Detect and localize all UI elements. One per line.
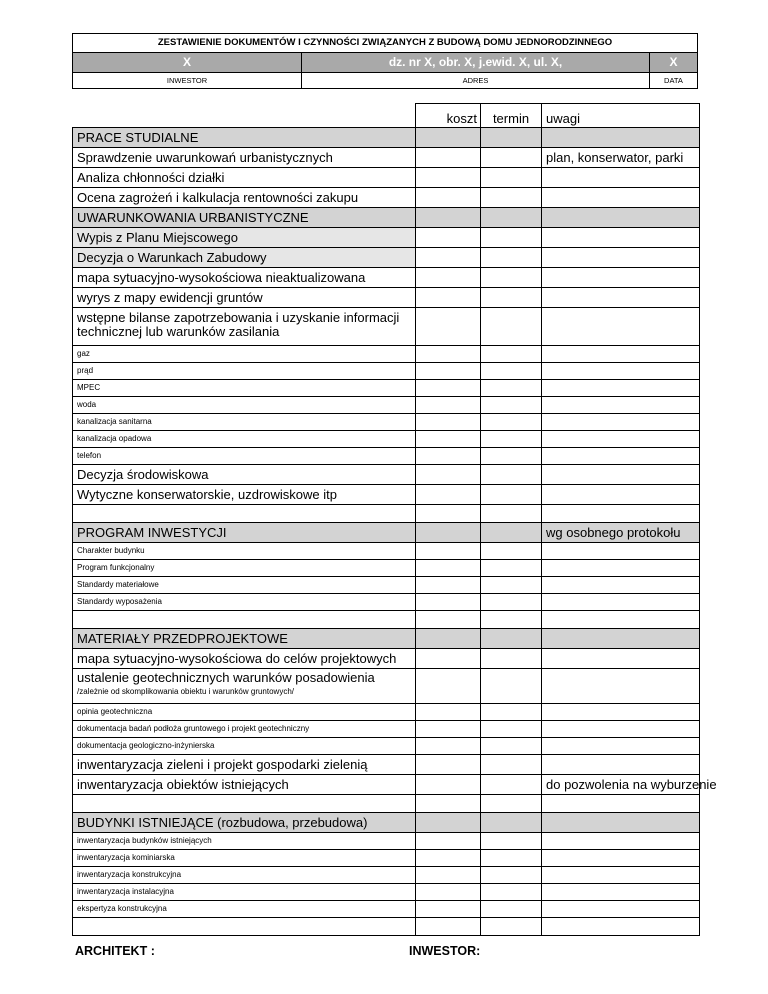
notes-cell (542, 795, 700, 813)
item-name: inwentaryzacja kominiarska (73, 850, 416, 867)
term-cell (481, 649, 542, 669)
item-name: dokumentacja badań podłoża gruntowego i projekt geotechniczny (73, 721, 416, 738)
item-name: Decyzja o Warunkach Zabudowy (73, 248, 416, 268)
table-row (73, 228, 700, 248)
architect-signature-label: ARCHITEKT : (75, 944, 155, 958)
notes-cell (542, 465, 700, 485)
item-name: opinia geotechniczna (73, 704, 416, 721)
notes-cell (542, 738, 700, 755)
cost-cell (416, 629, 481, 649)
notes-cell (542, 649, 700, 669)
item-name (73, 918, 416, 936)
notes-cell (542, 346, 700, 363)
section-row (73, 523, 700, 543)
notes-cell (542, 721, 700, 738)
item-name: Sprawdzenie uwarunkowań urbanistycznych (73, 148, 416, 168)
item-name (73, 308, 416, 346)
table-row (73, 346, 700, 363)
notes-cell (542, 380, 700, 397)
cost-cell (416, 721, 481, 738)
term-cell (481, 813, 542, 833)
notes-cell (542, 363, 700, 380)
item-name: Charakter budynku (73, 543, 416, 560)
table-row (73, 867, 700, 884)
investor-signature-label: INWESTOR: (409, 944, 481, 958)
section-title: MATERIAŁY PRZEDPROJEKTOWE (73, 629, 416, 649)
notes-cell (542, 669, 700, 704)
cost-cell (416, 208, 481, 228)
cost-cell (416, 755, 481, 775)
item-name: inwentaryzacja konstrukcyjna (73, 867, 416, 884)
notes-cell (542, 901, 700, 918)
table-row (73, 901, 700, 918)
term-cell (481, 431, 542, 448)
term-cell (481, 208, 542, 228)
table-row (73, 560, 700, 577)
item-name: gaz (73, 346, 416, 363)
term-cell (481, 918, 542, 936)
notes-cell (542, 188, 700, 208)
cost-cell (416, 543, 481, 560)
notes-cell (542, 850, 700, 867)
item-name-line: ustalenie geotechnicznych warunków posadowienia (77, 670, 375, 685)
section-title: UWARUNKOWANIA URBANISTYCZNE (73, 208, 416, 228)
section-row (73, 208, 700, 228)
notes-cell: wg osobnego protokołu (542, 523, 700, 543)
section-title: PRACE STUDIALNE (73, 128, 416, 148)
table-row (73, 268, 700, 288)
term-cell (481, 380, 542, 397)
header-labels-row (73, 73, 697, 88)
term-cell (481, 560, 542, 577)
cost-cell (416, 168, 481, 188)
term-cell (481, 901, 542, 918)
cost-cell (416, 813, 481, 833)
term-cell (481, 465, 542, 485)
table-row (73, 795, 700, 813)
table-row (73, 704, 700, 721)
table-header-row (73, 104, 700, 128)
item-name: wyrys z mapy ewidencji gruntów (73, 288, 416, 308)
term-cell (481, 795, 542, 813)
cost-cell (416, 268, 481, 288)
cost-cell (416, 397, 481, 414)
term-cell (481, 168, 542, 188)
cost-cell (416, 523, 481, 543)
term-cell (481, 523, 542, 543)
item-name: Program funkcjonalny (73, 560, 416, 577)
notes-cell (542, 577, 700, 594)
notes-cell (542, 629, 700, 649)
cost-cell (416, 594, 481, 611)
item-name: inwentaryzacja obiektów istniejących (73, 775, 416, 795)
cost-cell (416, 431, 481, 448)
section-row (73, 813, 700, 833)
cost-cell (416, 308, 481, 346)
cost-cell (416, 248, 481, 268)
notes-cell (542, 288, 700, 308)
cost-cell (416, 577, 481, 594)
section-row (73, 629, 700, 649)
term-cell (481, 485, 542, 505)
table-row (73, 397, 700, 414)
cost-cell (416, 188, 481, 208)
table-row (73, 485, 700, 505)
notes-cell (542, 228, 700, 248)
cost-cell (416, 148, 481, 168)
section-title: BUDYNKI ISTNIEJĄCE (rozbudowa, przebudowa) (73, 813, 416, 833)
item-name: prąd (73, 363, 416, 380)
item-name: telefon (73, 448, 416, 465)
investor-value: X (73, 53, 302, 72)
cost-cell (416, 465, 481, 485)
documents-table (72, 103, 717, 936)
term-cell (481, 346, 542, 363)
column-header-notes: uwagi (542, 104, 700, 128)
item-name (73, 669, 416, 704)
cost-cell (416, 867, 481, 884)
cost-cell (416, 346, 481, 363)
term-cell (481, 755, 542, 775)
item-name (73, 795, 416, 813)
item-name: MPEC (73, 380, 416, 397)
item-name: mapa sytuacyjno-wysokościowa do celów projektowych (73, 649, 416, 669)
table-row (73, 448, 700, 465)
notes-cell (542, 168, 700, 188)
section-title: PROGRAM INWESTYCJI (73, 523, 416, 543)
cost-cell (416, 669, 481, 704)
notes-cell (542, 208, 700, 228)
term-cell (481, 704, 542, 721)
term-cell (481, 414, 542, 431)
item-name: Standardy materiałowe (73, 577, 416, 594)
notes-cell (542, 704, 700, 721)
item-name: Decyzja środowiskowa (73, 465, 416, 485)
header-empty-cell (73, 104, 416, 128)
document-header (72, 33, 698, 89)
cost-cell (416, 560, 481, 577)
table-row (73, 543, 700, 560)
item-name: kanalizacja sanitarna (73, 414, 416, 431)
notes-cell (542, 594, 700, 611)
term-cell (481, 543, 542, 560)
notes-cell (542, 560, 700, 577)
notes-cell (542, 414, 700, 431)
item-name-line-2: /zależnie od skomplikowania obiektu i warunków gruntowych/ (77, 687, 294, 696)
item-name-line-2: technicznej lub warunków zasilania (77, 324, 280, 339)
term-cell (481, 148, 542, 168)
item-name: inwentaryzacja instalacyjna (73, 884, 416, 901)
cost-cell (416, 505, 481, 523)
table-row (73, 431, 700, 448)
notes-cell (542, 884, 700, 901)
term-cell (481, 629, 542, 649)
table-row (73, 775, 700, 795)
item-name: Standardy wyposażenia (73, 594, 416, 611)
notes-cell (542, 431, 700, 448)
date-label: DATA (664, 76, 683, 85)
notes-cell: do pozwolenia na wyburzenie (542, 775, 700, 795)
item-name: inwentaryzacja zieleni i projekt gospodarki zielenią (73, 755, 416, 775)
cost-cell (416, 884, 481, 901)
cost-cell (416, 649, 481, 669)
investor-label: INWESTOR (73, 73, 302, 88)
cost-cell (416, 414, 481, 431)
term-cell (481, 397, 542, 414)
date-value: X (669, 55, 678, 69)
term-cell (481, 128, 542, 148)
table-row (73, 918, 700, 936)
table-row (73, 850, 700, 867)
table-row (73, 738, 700, 755)
table-row (73, 649, 700, 669)
header-values-row (73, 53, 697, 73)
table-row (73, 188, 700, 208)
address-label: ADRES (302, 73, 650, 88)
notes-cell: plan, konserwator, parki (542, 148, 700, 168)
cost-cell (416, 363, 481, 380)
table-row (73, 611, 700, 629)
cost-cell (416, 901, 481, 918)
cost-cell (416, 485, 481, 505)
cost-cell (416, 228, 481, 248)
table-row (73, 721, 700, 738)
term-cell (481, 448, 542, 465)
term-cell (481, 850, 542, 867)
notes-cell (542, 867, 700, 884)
table-row (73, 465, 700, 485)
item-name-line: wstępne bilanse zapotrzebowania i uzyskanie informacji (77, 310, 400, 325)
term-cell (481, 228, 542, 248)
table-row (73, 884, 700, 901)
cost-cell (416, 704, 481, 721)
term-cell (481, 833, 542, 850)
term-cell (481, 738, 542, 755)
cost-cell (416, 795, 481, 813)
term-cell (481, 268, 542, 288)
item-name (73, 611, 416, 629)
cost-cell (416, 738, 481, 755)
cost-cell (416, 448, 481, 465)
notes-cell (542, 268, 700, 288)
notes-cell (542, 248, 700, 268)
term-cell (481, 867, 542, 884)
item-name: kanalizacja opadowa (73, 431, 416, 448)
item-name (73, 505, 416, 523)
table-row (73, 505, 700, 523)
cost-cell (416, 833, 481, 850)
table-row (73, 833, 700, 850)
term-cell (481, 611, 542, 629)
column-header-term: termin (481, 104, 542, 128)
item-name: Wytyczne konserwatorskie, uzdrowiskowe itp (73, 485, 416, 505)
table-row (73, 288, 700, 308)
table-row (73, 248, 700, 268)
section-row (73, 128, 700, 148)
item-name: mapa sytuacyjno-wysokościowa nieaktualizowana (73, 268, 416, 288)
table-row (73, 308, 700, 346)
notes-cell (542, 308, 700, 346)
notes-cell (542, 755, 700, 775)
notes-cell (542, 543, 700, 560)
notes-cell (542, 128, 700, 148)
document-title: ZESTAWIENIE DOKUMENTÓW I CZYNNOŚCI ZWIĄZANYCH Z BUDOWĄ DOMU JEDNORODZINNEGO (73, 34, 697, 53)
item-name: woda (73, 397, 416, 414)
cost-cell (416, 128, 481, 148)
table-row (73, 414, 700, 431)
notes-cell (542, 813, 700, 833)
term-cell (481, 577, 542, 594)
table-row (73, 148, 700, 168)
cost-cell (416, 775, 481, 795)
cost-cell (416, 288, 481, 308)
table-row (73, 168, 700, 188)
term-cell (481, 884, 542, 901)
item-name: Ocena zagrożeń i kalkulacja rentowności zakupu (73, 188, 416, 208)
notes-cell (542, 611, 700, 629)
table-row (73, 577, 700, 594)
table-row (73, 594, 700, 611)
term-cell (481, 594, 542, 611)
item-name: ekspertyza konstrukcyjna (73, 901, 416, 918)
term-cell (481, 308, 542, 346)
notes-cell (542, 918, 700, 936)
notes-cell (542, 833, 700, 850)
term-cell (481, 669, 542, 704)
item-name: Analiza chłonności działki (73, 168, 416, 188)
notes-cell (542, 485, 700, 505)
term-cell (481, 505, 542, 523)
item-name: dokumentacja geologiczno-inżynierska (73, 738, 416, 755)
notes-cell (542, 397, 700, 414)
cost-cell (416, 611, 481, 629)
cost-cell (416, 850, 481, 867)
item-name: Wypis z Planu Miejscowego (73, 228, 416, 248)
notes-cell (542, 448, 700, 465)
term-cell (481, 248, 542, 268)
term-cell (481, 288, 542, 308)
table-row (73, 755, 700, 775)
item-name: inwentaryzacja budynków istniejących (73, 833, 416, 850)
term-cell (481, 188, 542, 208)
notes-cell (542, 505, 700, 523)
table-row (73, 669, 700, 704)
table-row (73, 380, 700, 397)
term-cell (481, 775, 542, 795)
column-header-cost: koszt (416, 104, 481, 128)
term-cell (481, 721, 542, 738)
cost-cell (416, 380, 481, 397)
address-value: dz. nr X, obr. X, j.ewid. X, ul. X, (302, 53, 650, 72)
term-cell (481, 363, 542, 380)
table-row (73, 363, 700, 380)
cost-cell (416, 918, 481, 936)
